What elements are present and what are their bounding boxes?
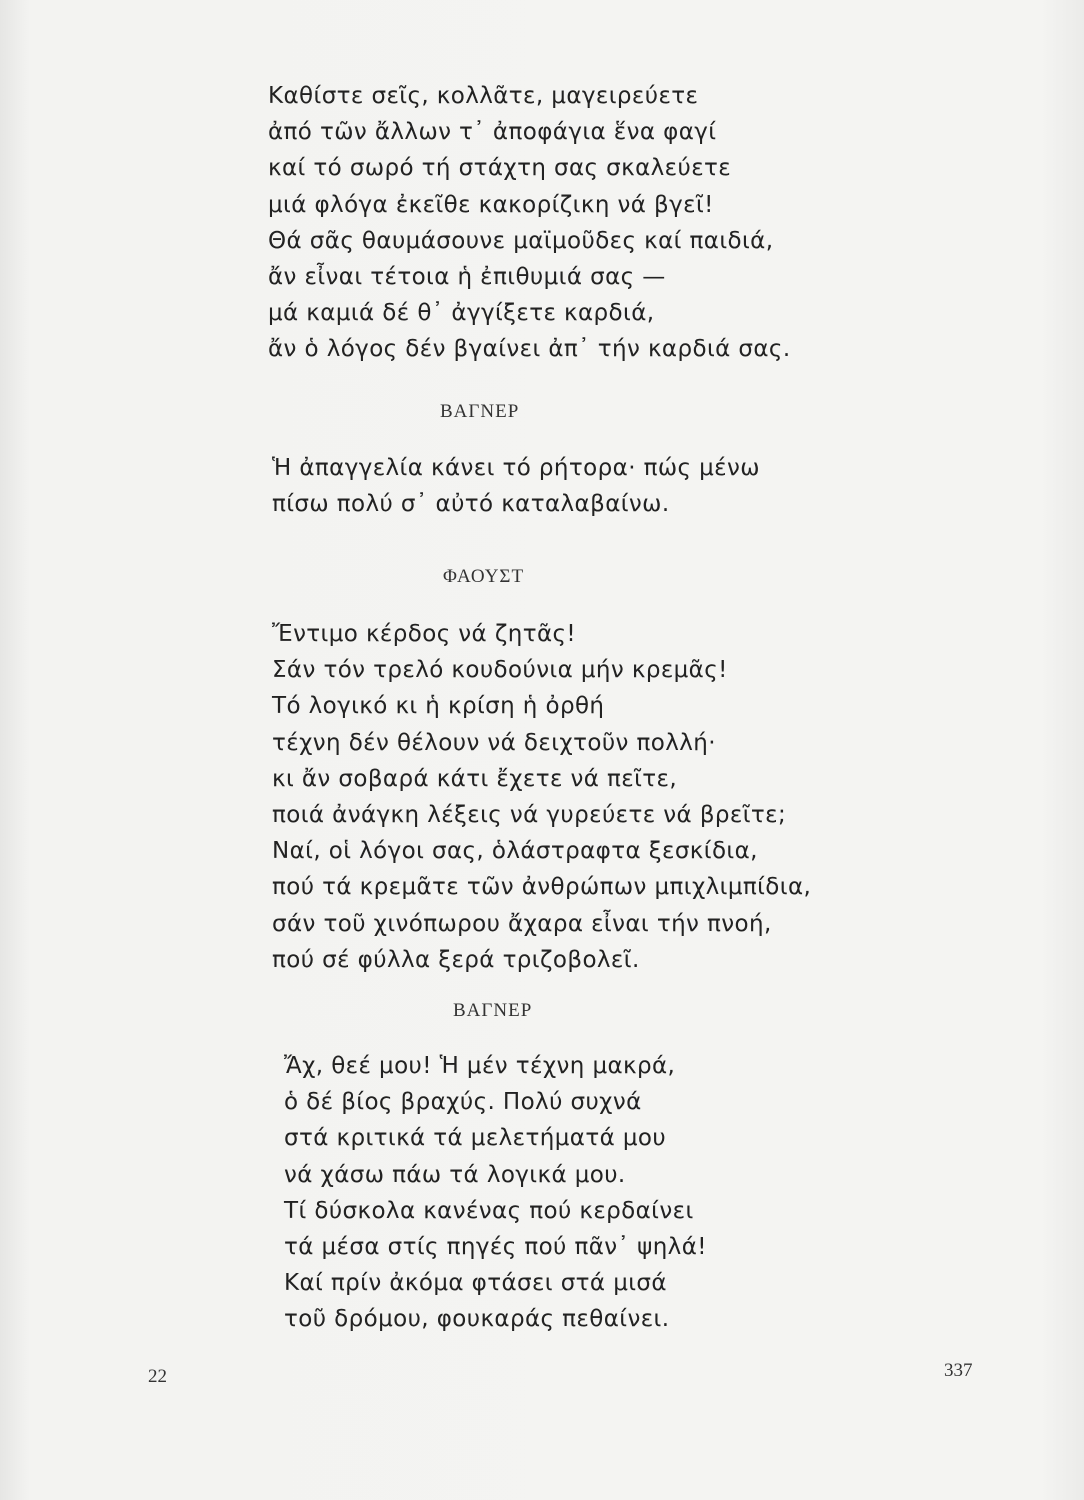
speaker-name: ΒΑΓΝΕΡ [453,1000,533,1021]
verse-stanza [284,1048,707,1338]
verse-line: πίσω πολύ σ᾽ αὐτό καταλαβαίνω. [272,491,670,518]
verse-stanza [268,78,791,368]
verse-line: κι ἄν σοβαρά κάτι ἔχετε νά πεῖτε, [272,765,678,792]
verse-line: Ἄχ, θεέ μου! Ἡ μέν τέχνη μακρά, [284,1053,676,1079]
signature-mark: 22 [148,1366,167,1387]
verse-stanza [272,450,760,522]
verse-line: Καί πρίν ἀκόμα φτάσει στά μισά [284,1270,667,1297]
verse-line: σάν τοῦ χινόπωρου ἄχαρα εἶναι τήν πνοή, [272,910,772,937]
verse-line: Ἡ ἀπαγγελία κάνει τό ρήτορα· πώς μένω [272,455,760,481]
verse-line: Θά σᾶς θαυμάσουνε μαϊμοῦδες καί παιδιά, [268,227,774,254]
verse-line: νά χάσω πάω τά λογικά μου. [284,1161,626,1188]
speaker-name: ΒΑΓΝΕΡ [440,401,520,422]
verse-line: πού τά κρεμᾶτε τῶν ἀνθρώπων μπιχλιμπίδια, [272,874,812,901]
verse-line: Σάν τόν τρελό κουδούνια μήν κρεμᾶς! [272,657,728,684]
verse-line: ποιά ἀνάγκη λέξεις νά γυρεύετε νά βρεῖτε; [272,802,787,829]
page-number: 337 [944,1360,973,1381]
speaker-name: ΦΑΟΥΣΤ [443,566,525,587]
verse-line: τά μέσα στίς πηγές πού πᾶν᾽ ψηλά! [284,1234,707,1261]
verse-stanza [272,616,811,978]
verse-line: τοῦ δρόμου, φουκαράς πεθαίνει. [284,1306,670,1333]
verse-line: Τί δύσκολα κανένας πού κερδαίνει [284,1197,694,1224]
verse-line: μιά φλόγα ἐκεῖθε κακορίζικη νά βγεῖ! [268,191,714,218]
verse-line: μά καμιά δέ θ᾽ ἀγγίξετε καρδιά, [268,300,655,327]
verse-line: ἄν ὁ λόγος δέν βγαίνει ἀπ᾽ τήν καρδιά σας. [268,336,791,363]
verse-line: Καθίστε σεῖς, κολλᾶτε, μαγειρεύετε [268,83,699,109]
verse-line: ἄν εἶναι τέτοια ἡ ἐπιθυμιά σας — [268,264,666,291]
verse-line: Ναί, οἱ λόγοι σας, ὁλάστραφτα ξεσκίδια, [272,838,758,865]
verse-line: στά κριτικά τά μελετήματά μου [284,1125,667,1152]
verse-line: τέχνη δέν θέλουν νά δειχτοῦν πολλή· [272,729,716,756]
verse-line: ἀπό τῶν ἄλλων τ᾽ ἀποφάγια ἕνα φαγί [268,119,717,146]
verse-line: ὁ δέ βίος βραχύς. Πολύ συχνά [284,1089,642,1116]
verse-line: πού σέ φύλλα ξερά τριζοβολεῖ. [272,946,640,973]
verse-line: Ἔντιμο κέρδος νά ζητᾶς! [272,621,577,647]
verse-line: καί τό σωρό τή στάχτη σας σκαλεύετε [268,155,732,182]
verse-line: Τό λογικό κι ἡ κρίση ἡ ὀρθή [272,693,605,720]
